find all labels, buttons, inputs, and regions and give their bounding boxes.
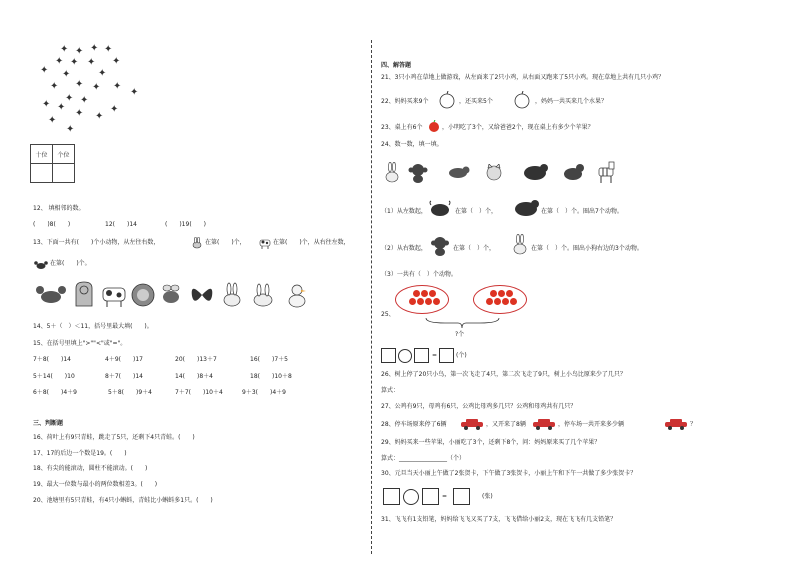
q24-s2c: 在第（ ）个。圈出小狗右边的3个动物。 (531, 245, 643, 252)
q25-label: 25、 (381, 311, 395, 318)
star-icon: ✦ (57, 102, 66, 113)
apple-icon (413, 290, 420, 297)
star-icon: ✦ (62, 69, 71, 80)
bear-icon (522, 162, 548, 182)
q12-item: ( )8( ) (33, 221, 71, 228)
q15-cell: 9＋3( )4＋9 (242, 389, 286, 396)
star-icon: ✦ (95, 111, 104, 122)
q13-mid1: 在第( )个， (205, 239, 246, 246)
q29-answer: 算式：________________（个） (381, 455, 466, 462)
star-icon: ✦ (50, 81, 59, 92)
cat-icon (561, 162, 585, 182)
q28-c: ，停车场一共开来多少辆 (558, 421, 625, 428)
star-icon: ✦ (87, 57, 96, 68)
answer-label: 算式： (381, 387, 400, 394)
apple-icon (502, 298, 509, 305)
q15-cell: 7＋7( )10＋4 (175, 389, 223, 396)
apple-icon (486, 298, 493, 305)
ones-cell[interactable] (53, 164, 75, 183)
q13-line2: 在第( )个。 (50, 260, 91, 267)
q15-cell: 20( )13＋7 (175, 356, 217, 363)
monkey-icon (431, 235, 449, 257)
cow-icon (100, 282, 128, 308)
q23-b: ，小明吃了3个，又给爸爸2个，现在桌上有多少个苹果？ (442, 124, 594, 131)
section3-title: 三、判断题 (33, 420, 64, 427)
equals-sign: = (442, 493, 448, 500)
judge-item: 20、池塘里有5只青蛙，有4只小蝌蚪，青蛙比小蝌蚪多1只。( ) (33, 497, 213, 504)
answer-box[interactable] (453, 488, 470, 505)
tens-header: 十位 (31, 145, 53, 164)
duck-icon (286, 282, 308, 308)
q24-s1c: 在第（ ）个。圈出7个动物。 (541, 208, 623, 215)
operator-circle[interactable] (398, 349, 412, 363)
car-icon (460, 418, 484, 430)
answer-box[interactable] (381, 348, 396, 363)
apple-icon (498, 290, 505, 297)
q27: 27、公鸡有9只，母鸡有6只，公鸡比母鸡多几只？公鸡和母鸡共有几只？ (381, 403, 577, 410)
judge-item: 16、荷叶上有9只青蛙，跳走了5只，还剩下4只青蛙。( ) (33, 434, 195, 441)
place-value-table (30, 144, 75, 183)
q15-cell: 6＋8( )4＋9 (33, 389, 77, 396)
q15-cell: 16( )7＋5 (250, 356, 288, 363)
apple-icon (433, 298, 440, 305)
crab-icon (34, 256, 48, 267)
star-icon: ✦ (130, 87, 139, 98)
bear-icon (513, 198, 539, 218)
q24-title: 24、数一数，填一填。 (381, 141, 443, 148)
q21: 21、3只小鸡在草地上做游戏，从左面来了2只小鸡，从右面又跑来了5只小鸡。现在草地上共有几只小鸡？ (381, 74, 665, 81)
star-icon: ✦ (66, 124, 75, 135)
dog-icon (446, 164, 470, 182)
apple-icon (425, 298, 432, 305)
tens-cell[interactable] (31, 164, 53, 183)
rabbit-icon (191, 234, 203, 246)
q14: 14、5＋（ ）＜11，括号里最大填( )。 (33, 323, 153, 330)
star-icon: ✦ (92, 82, 101, 93)
equals-sign: = (432, 352, 438, 359)
q13-mid2: 在第( )个，从右往左数， (273, 239, 350, 246)
apple-icon (417, 298, 424, 305)
star-icon: ✦ (104, 44, 113, 55)
snail-icon (72, 280, 96, 308)
star-icon: ✦ (112, 56, 121, 67)
answer-box[interactable] (422, 488, 439, 505)
rabbit-icon (220, 282, 244, 308)
star-icon: ✦ (48, 115, 57, 126)
rabbit-icon (384, 162, 400, 184)
bee-icon (158, 282, 184, 308)
q24-s1b: 在第（ ）个， (455, 208, 498, 215)
q15-cell: 4＋9( )17 (105, 356, 143, 363)
star-icon: ✦ (98, 68, 107, 79)
q15-cell: 14( )8＋4 (175, 373, 213, 380)
q12-item: ( )19( ) (165, 221, 206, 228)
star-icon: ✦ (110, 104, 119, 115)
star-icon: ✦ (42, 99, 51, 110)
apple-icon (438, 91, 456, 109)
star-icon: ✦ (55, 56, 64, 67)
q30: 30、元旦当天小丽上午做了2张贺卡，下午做了3张贺卡，小丽上午和下午一共做了多少张贺卡？ (381, 470, 637, 477)
star-icon: ✦ (70, 57, 79, 68)
apple-icon (510, 298, 517, 305)
judge-item: 19、最大一位数与最小的两位数相差3。( ) (33, 481, 158, 488)
q12-item: 12( )14 (105, 221, 137, 228)
answer-box[interactable] (439, 348, 454, 363)
q15-cell: 5＋8( )9＋4 (108, 389, 152, 396)
star-icon: ✦ (80, 95, 89, 106)
q24-s2b: 在第（ ）个， (453, 245, 496, 252)
q15-title: 15、在括号里填上">""<"或"="。 (33, 340, 127, 347)
apple-icon (429, 290, 436, 297)
q23-a: 23、桌上有6个 (381, 124, 423, 131)
cow-icon (258, 234, 272, 246)
q28-b: ，又开来了8辆 (486, 421, 526, 428)
star-icon: ✦ (113, 81, 122, 92)
car-icon (664, 418, 688, 430)
q31: 31、飞飞有1支铅笔，妈妈给飞飞又买了7支，飞飞借给小丽2支，现在飞飞有几支铅笔？ (381, 516, 617, 523)
star-icon: ✦ (60, 44, 69, 55)
q22-a: 22、妈妈买来9个 (381, 98, 429, 105)
q24-s2a: （2）从右数起， (381, 245, 427, 252)
answer-box[interactable] (383, 488, 400, 505)
apple-icon (513, 91, 531, 109)
q15-cell: 8＋7( )14 (105, 373, 143, 380)
monkey-icon (408, 162, 428, 184)
operator-circle[interactable] (403, 489, 419, 505)
q28-d: ？ (690, 421, 697, 428)
star-icon: ✦ (75, 108, 84, 119)
apple-icon (506, 290, 513, 297)
q24-s3: （3）一共有（ ）个动物。 (381, 271, 457, 278)
rabbit-icon (250, 282, 276, 308)
zebra-icon (596, 160, 616, 184)
star-icon: ✦ (40, 65, 49, 76)
apple-icon (428, 120, 440, 132)
section4-title: 四、解答题 (381, 62, 412, 69)
q25-total: ?个 (455, 331, 465, 338)
star-icon: ✦ (75, 79, 84, 90)
star-icon: ✦ (90, 43, 99, 54)
lion-icon (130, 282, 156, 308)
q12-title: 12、 填相邻的数。 (33, 205, 85, 212)
apple-icon (409, 298, 416, 305)
q30-unit: (张) (482, 493, 493, 500)
ones-header: 个位 (53, 145, 75, 164)
car-icon (532, 418, 556, 430)
q15-cell: 7＋8( )14 (33, 356, 71, 363)
star-icon: ✦ (65, 93, 74, 104)
q26: 26、树上停了20只小鸟，第一次飞走了4只，第二次飞走了9只，树上小鸟比原来少了几只？ (381, 371, 626, 378)
answer-box[interactable] (414, 348, 429, 363)
q15-cell: 5＋14( )10 (33, 373, 75, 380)
q22-c: ，妈妈一共买来几个水果？ (535, 98, 608, 105)
q24-s1a: （1）从左数起， (381, 208, 427, 215)
butterfly-icon (188, 282, 216, 308)
q13-line1: 13、下面一共有( )个小动物，从左往右数， (33, 239, 160, 246)
judge-item: 18、有尖的能滚动，圆柱不能滚动。( ) (33, 465, 148, 472)
star-icon: ✦ (75, 46, 84, 57)
page-divider (371, 40, 372, 554)
apple-icon (490, 290, 497, 297)
q29: 29、妈妈买来一些苹果，小丽吃了3个，还剩下8个，问：妈妈原来买了几个苹果？ (381, 439, 601, 446)
rabbit-icon (512, 234, 528, 256)
total-brace (425, 317, 500, 329)
q22-b: ，还买来5个 (459, 98, 493, 105)
q15-cell: 18( )10＋8 (250, 373, 292, 380)
apple-icon (494, 298, 501, 305)
cat-icon (484, 164, 504, 182)
judge-item: 17、17的后边一个数是19。( ) (33, 450, 127, 457)
apple-icon (421, 290, 428, 297)
q28-a: 28、停车场原来停了6辆 (381, 421, 447, 428)
crab-icon (36, 284, 66, 306)
q25-unit: (个) (456, 352, 467, 359)
bull-icon (428, 200, 452, 218)
